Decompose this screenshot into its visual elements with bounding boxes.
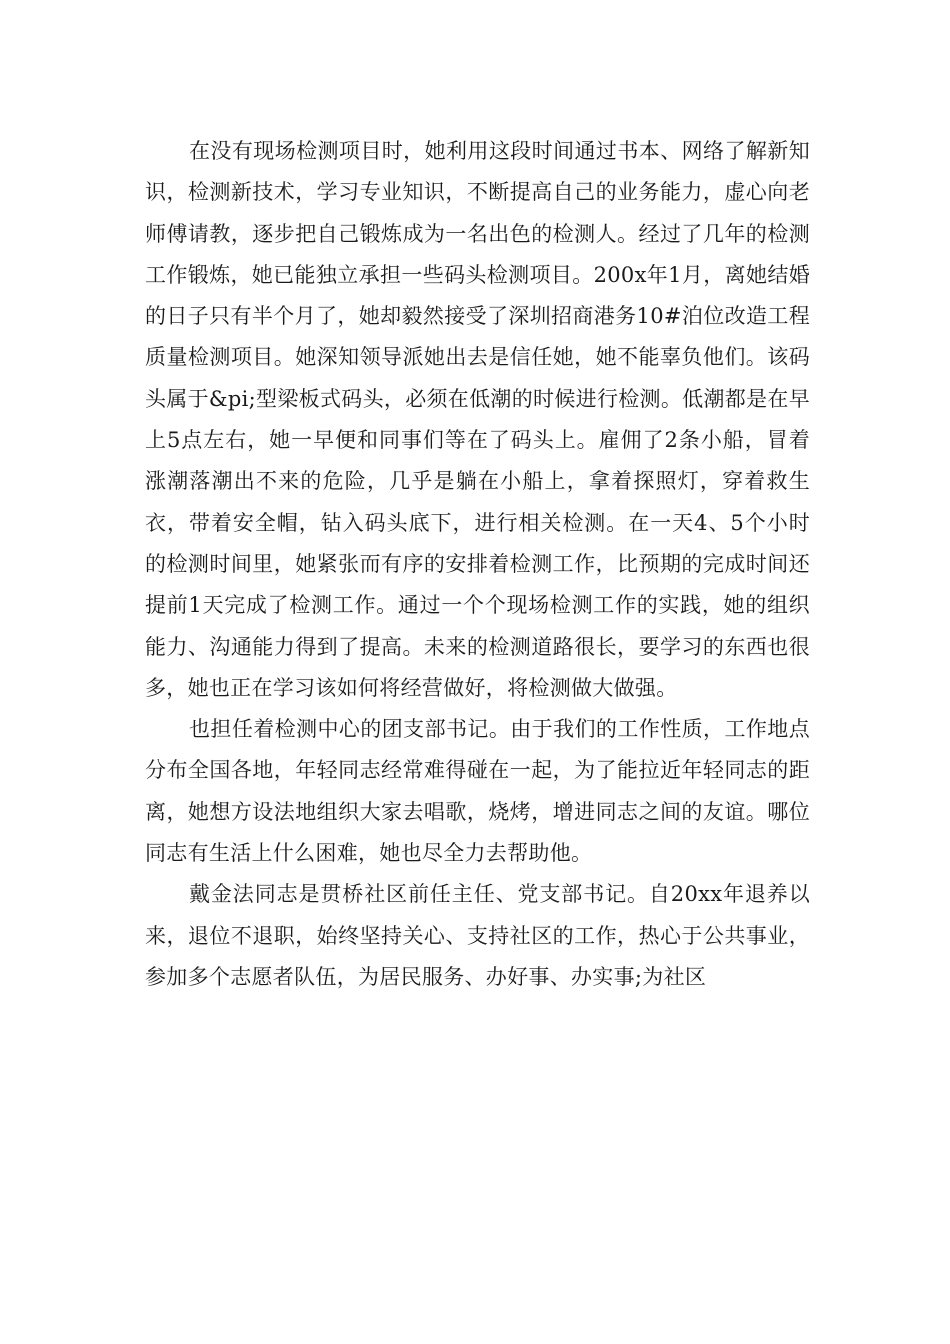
paragraph-3: 戴金法同志是贯桥社区前任主任、党支部书记。自20xx年退养以来，退位不退职，始终坚持关心、支持社区的工作，热心于公共事业，参加多个志愿者队伍，为居民服务、办好事、办实事;为社区 bbox=[145, 882, 810, 989]
paragraph-1: 在没有现场检测项目时，她利用这段时间通过书本、网络了解新知识，检测新技术，学习专业知识，不断提高自己的业务能力，虚心向老师傅请教，逐步把自己锻炼成为一名出色的检测人。经过了几年的检测工作锻炼，她已能独立承担一些码头检测项目。200x年1月，离她结婚的日子只有半个月了，她却毅然接受了深圳招商港务10#泊位改造工程质量检测项目。她深知领导派她出去是信任她，她不能辜负他们。该码头属于&pi;型梁板式码头，必须在低潮的时候进行检测。低潮都是在早上5点左右，她一早便和同事们等在了码头上。雇佣了2条小船，冒着涨潮落潮出不来的危险，几乎是躺在小船上，拿着探照灯，穿着救生衣，带着安全帽，钻入码头底下，进行相关检测。在一天4、5个小时的检测时间里，她紧张而有序的安排着检测工作，比预期的完成时间还提前1天完成了检测工作。通过一个个现场检测工作的实践，她的组织能力、沟通能力得到了提高。未来的检测道路很长，要学习的东西也很多，她也正在学习该如何将经营做好，将检测做大做强。 bbox=[145, 139, 810, 700]
paragraph-2: 也担任着检测中心的团支部书记。由于我们的工作性质，工作地点分布全国各地，年轻同志经常难得碰在一起，为了能拉近年轻同志的距离，她想方设法地组织大家去唱歌，烧烤，增进同志之间的友谊。哪位同志有生活上什么困难，她也尽全力去帮助他。 bbox=[145, 717, 810, 866]
body-text bbox=[145, 131, 810, 998]
